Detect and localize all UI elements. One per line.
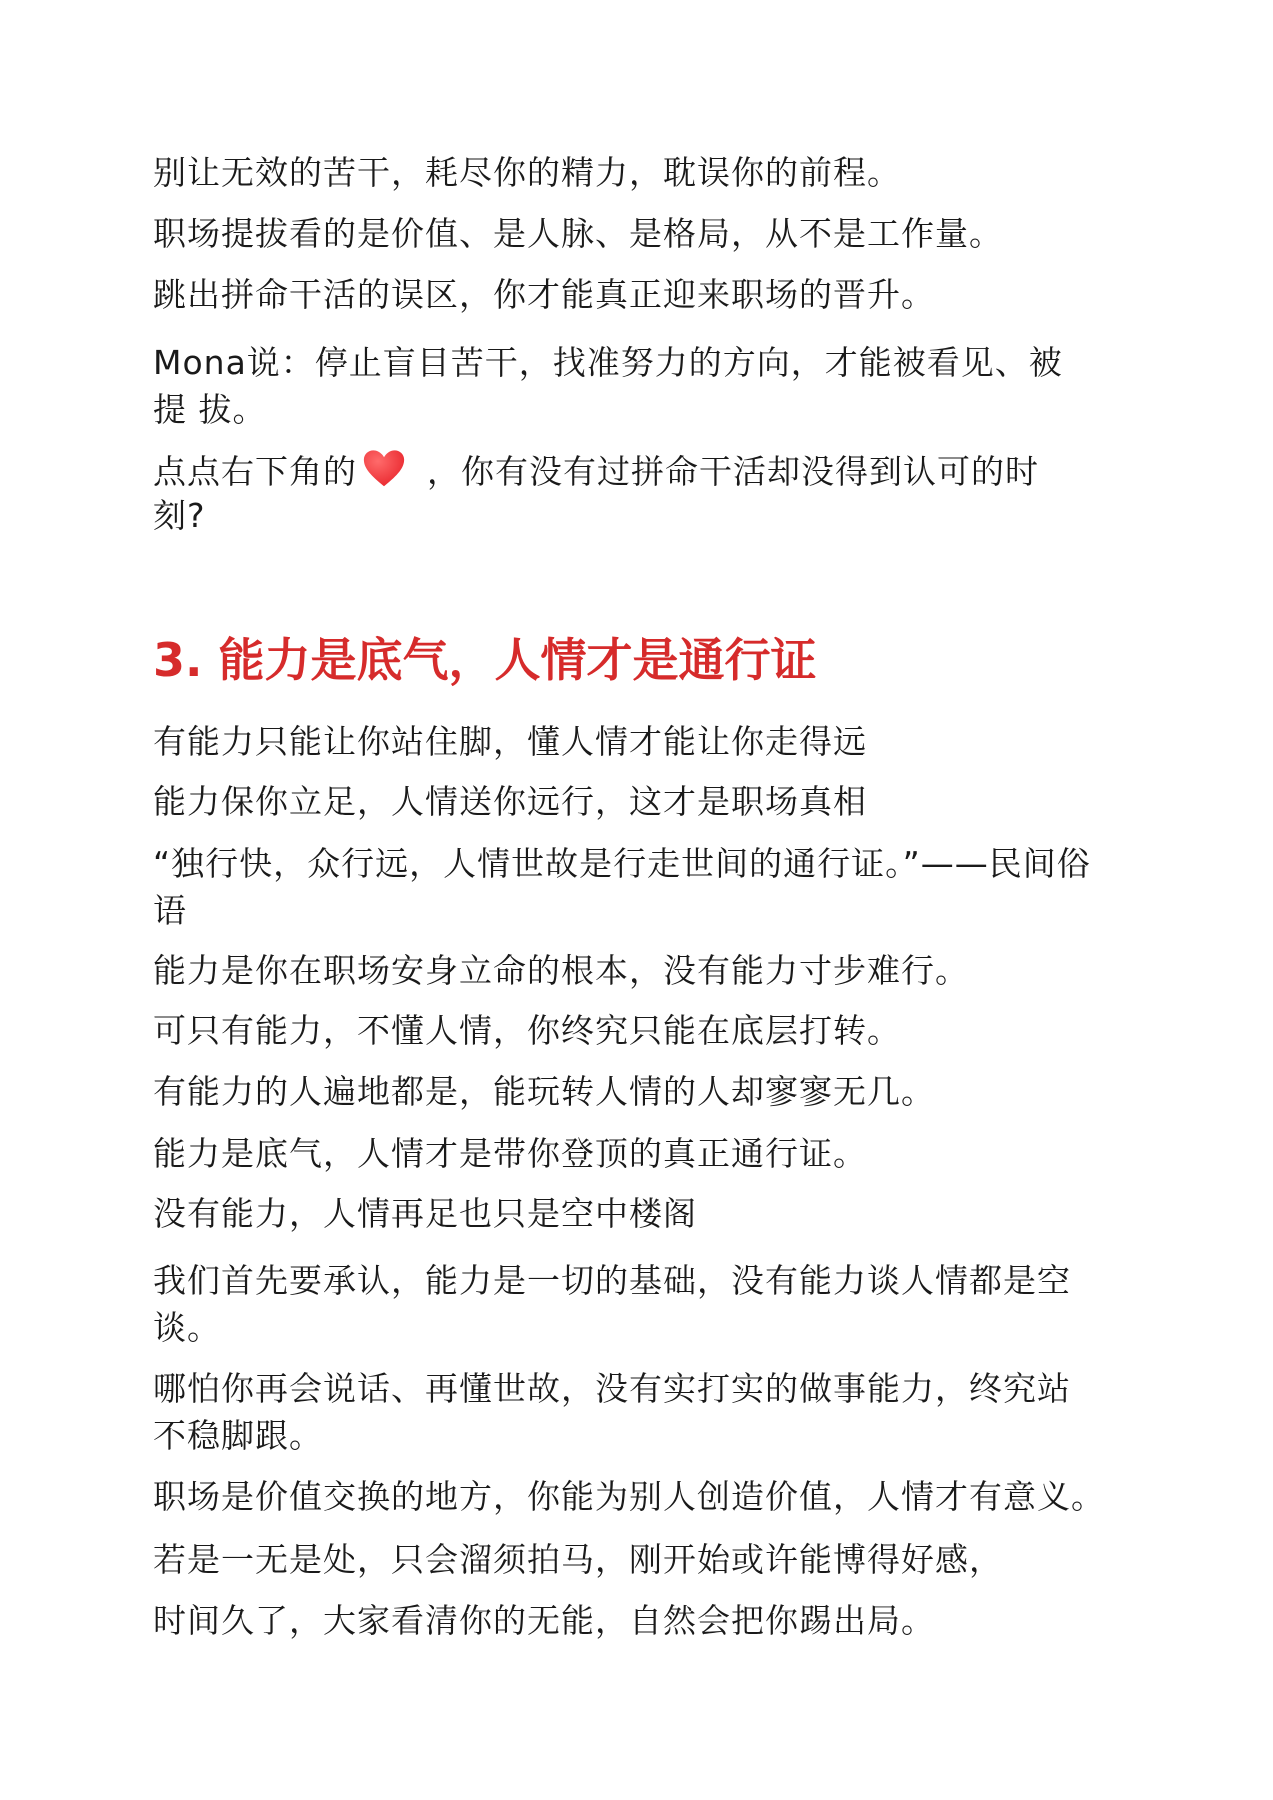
- paragraph-line: 有能力的人遍地都是，能玩转人情的人却寥寥无几。: [153, 1072, 935, 1111]
- intro-line-3: 跳出拼命干活的误区，你才能真正迎来职场的晋升。: [153, 275, 935, 314]
- quote-line-1: “独行快，众行远，人情世故是行走世间的通行证。”——民间俗: [153, 844, 1091, 883]
- paragraph-line: 谈。: [153, 1308, 221, 1347]
- paragraph-line: 能力保你立足，人情送你远行，这才是职场真相: [153, 782, 867, 821]
- paragraph-line: 职场是价值交换的地方，你能为别人创造价值，人情才有意义。: [153, 1477, 1105, 1516]
- mona-line-2: 提 拔。: [153, 390, 267, 429]
- paragraph-line: 若是一无是处，只会溜须拍马，刚开始或许能博得好感，: [153, 1540, 1003, 1579]
- like-prompt-line: [153, 446, 1039, 495]
- intro-line-1: 别让无效的苦干，耗尽你的精力，耽误你的前程。: [153, 153, 901, 192]
- quote-line-2: 语: [153, 891, 187, 930]
- like-prefix: 点点右下角的: [153, 452, 357, 491]
- paragraph-line: 时间久了，大家看清你的无能，自然会把你踢出局。: [153, 1601, 935, 1640]
- paragraph-line: 可只有能力，不懂人情，你终究只能在底层打转。: [153, 1011, 901, 1050]
- section-3-heading: 3. 能力是底气，人情才是通行证: [153, 633, 817, 687]
- paragraph-line: 没有能力，人情再足也只是空中楼阁: [153, 1194, 697, 1233]
- paragraph-line: 哪怕你再会说话、再懂世故，没有实打实的做事能力，终究站: [153, 1369, 1071, 1408]
- paragraph-line: 能力是你在职场安身立命的根本，没有能力寸步难行。: [153, 951, 969, 990]
- like-prompt-line-2: 刻?: [153, 496, 206, 535]
- paragraph-line: 不稳脚跟。: [153, 1416, 323, 1455]
- paragraph-line: 有能力只能让你站住脚，懂人情才能让你走得远: [153, 722, 867, 761]
- paragraph-line: 能力是底气，人情才是带你登顶的真正通行证。: [153, 1134, 867, 1173]
- mona-line-1: Mona说：停止盲目苦干，找准努力的方向，才能被看见、被: [153, 343, 1063, 382]
- heart-icon: [361, 446, 407, 492]
- like-suffix: ，你有没有过拼命干活却没得到认可的时: [427, 452, 1039, 491]
- paragraph-line: 我们首先要承认，能力是一切的基础，没有能力谈人情都是空: [153, 1261, 1071, 1300]
- intro-line-2: 职场提拔看的是价值、是人脉、是格局，从不是工作量。: [153, 214, 1003, 253]
